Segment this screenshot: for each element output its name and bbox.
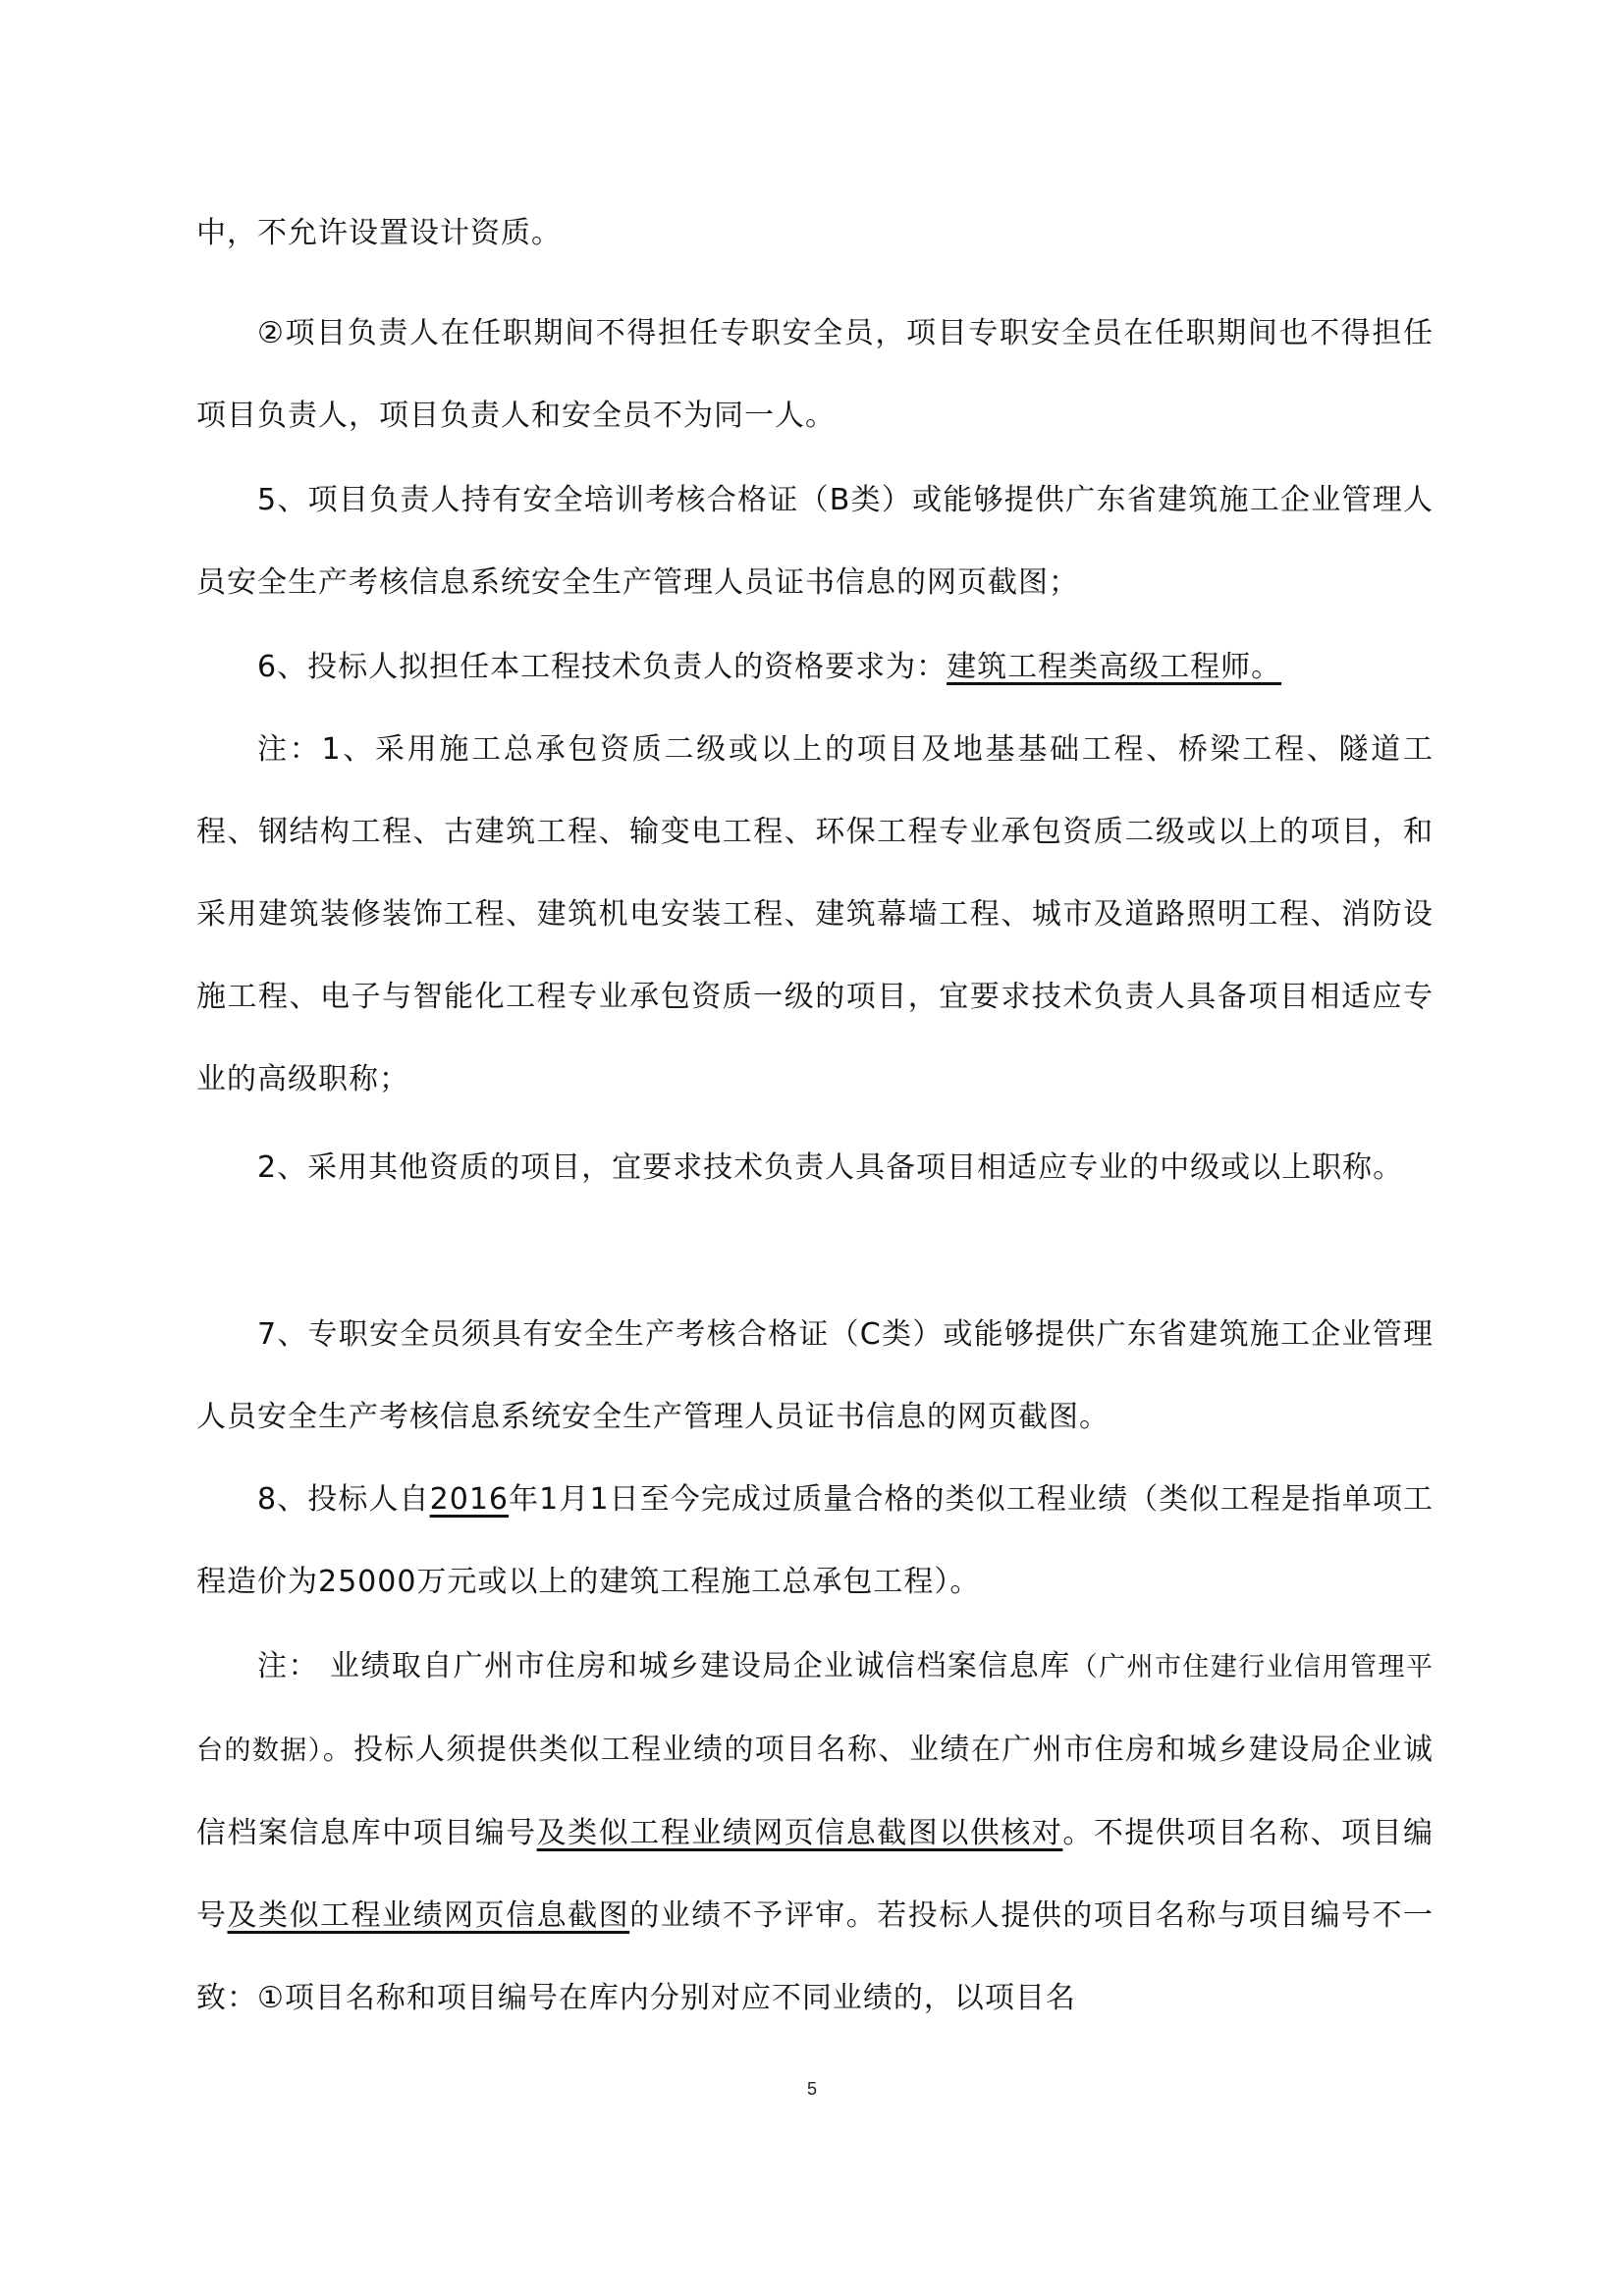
underlined-requirement: 建筑工程类高级工程师。 bbox=[947, 650, 1282, 684]
paragraph-text: 6、投标人拟担任本工程技术负责人的资格要求为： bbox=[257, 650, 947, 684]
paragraph-text: ②项目负责人在任职期间不得担任专职安全员，项目专职安全员在任职期间也不得担任项目负责人，项目负责人和安全员不为同一人。 bbox=[196, 316, 1434, 433]
paragraph-item-6 bbox=[196, 626, 1434, 709]
paragraph-text-small: （广州市住建行业信用管理平台的数据） bbox=[196, 1652, 1434, 1766]
paragraph-text: 的业绩不予评审。若投标人提供的项目名称与项目编号不一致：①项目名称和项目编号在库内分别对应不同业绩的，以项目名 bbox=[196, 1898, 1435, 2015]
paragraph-text: 中，不允许设置设计资质。 bbox=[196, 216, 562, 250]
underlined-screenshot-requirement: 及类似工程业绩网页信息截图 bbox=[227, 1898, 630, 1933]
paragraph-text: 8、投标人自 bbox=[257, 1482, 430, 1517]
page-number: 5 bbox=[806, 2079, 817, 2099]
paragraph-text: 7、专职安全员须具有安全生产考核合格证（C类）或能够提供广东省建筑施工企业管理人员安全生产考核信息系统安全生产管理人员证书信息的网页截图。 bbox=[196, 1317, 1434, 1434]
paragraph-text: 。不提供项目名称、项目编号 bbox=[196, 1816, 1435, 1933]
paragraph-item-5 bbox=[196, 459, 1434, 624]
paragraph-text: 注：1、采用施工总承包资质二级或以上的项目及地基基础工程、桥梁工程、隧道工程、钢结构工程、古建筑工程、输变电工程、环保工程专业承包资质二级或以上的项目，和采用建筑装修装饰工程、建筑机电安装工程、建筑幕墙工程、城市及道路照明工程、消防设施工程、电子与智能化工程专业承包资质一级的项目，宜要求技术负责人具备项目相适应专业的高级职称； bbox=[196, 732, 1434, 1096]
paragraph-item-7 bbox=[196, 1294, 1434, 1459]
paragraph-item-2 bbox=[196, 293, 1434, 457]
paragraph-text: 2、采用其他资质的项目，宜要求技术负责人具备项目相适应专业的中级或以上职称。 bbox=[257, 1150, 1404, 1185]
paragraph-item-8 bbox=[196, 1459, 1434, 1624]
note-paragraph-1 bbox=[196, 709, 1434, 1121]
paragraph-continuation bbox=[196, 192, 1434, 275]
paragraph-text: 年1月1日至今完成过质量合格的类似工程业绩（类似工程是指单项工程造价为25000万元或以上的建筑工程施工总承包工程）。 bbox=[196, 1482, 1434, 1599]
note-paragraph-2 bbox=[196, 1127, 1434, 1209]
underlined-year: 2016 bbox=[429, 1482, 509, 1517]
paragraph-text: 注： 业绩取自广州市住房和城乡建设局企业诚信档案信息库 bbox=[257, 1649, 1071, 1683]
paragraph-text: 5、项目负责人持有安全培训考核合格证（B类）或能够提供广东省建筑施工企业管理人员安全生产考核信息系统安全生产管理人员证书信息的网页截图； bbox=[196, 483, 1434, 600]
note-performance bbox=[196, 1626, 1434, 2040]
underlined-screenshot-requirement: 及类似工程业绩网页信息截图以供核对 bbox=[536, 1816, 1063, 1850]
paragraph-text: 。投标人须提供类似工程业绩的项目名称、业绩在广州市住房和城乡建设局企业诚信档案信息库中项目编号 bbox=[196, 1733, 1434, 1850]
